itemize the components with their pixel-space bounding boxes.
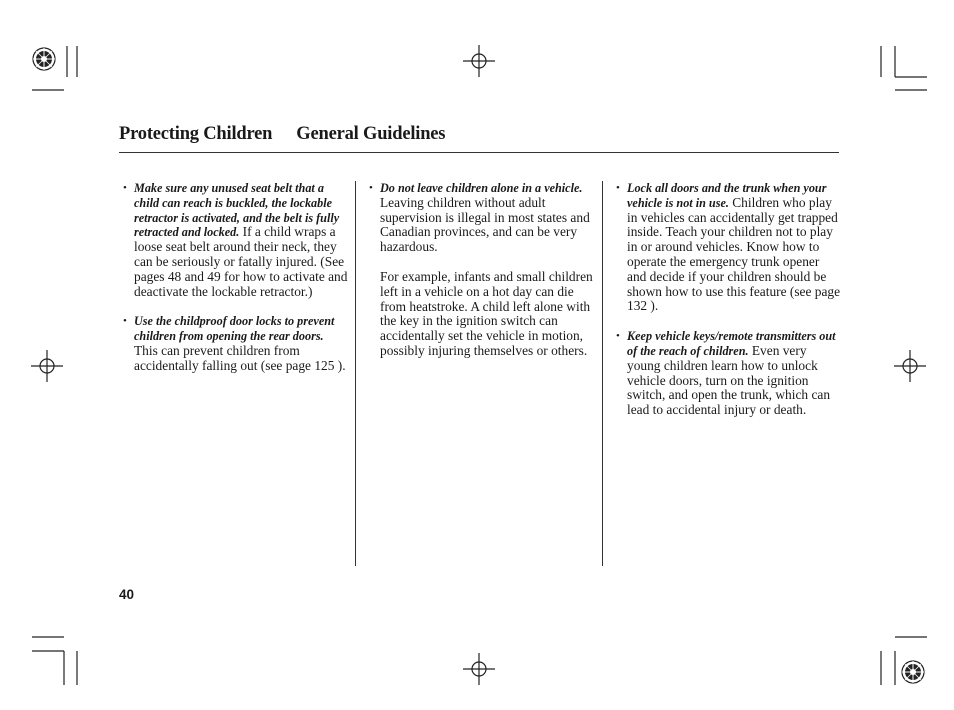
item-lead: Do not leave children alone in a vehicle. xyxy=(380,181,583,195)
page-number: 40 xyxy=(119,587,135,602)
bullet-icon: • xyxy=(123,315,127,328)
bullet-item xyxy=(120,314,348,373)
bullet-icon: • xyxy=(616,330,620,343)
bullet-item xyxy=(613,329,841,418)
item-lead: Keep vehicle keys/remote transmitters out of the reach of children. xyxy=(627,329,836,358)
item-lead: Lock all doors and the trunk when your vehicle is not in use. xyxy=(627,181,827,210)
page-header xyxy=(119,124,839,145)
bullet-item xyxy=(613,181,841,314)
header-rule xyxy=(119,152,839,153)
bullet-icon: • xyxy=(369,182,373,194)
column-divider xyxy=(355,181,356,566)
bullet-icon: • xyxy=(616,182,620,194)
bullet-item xyxy=(120,181,348,299)
item-body: Children who play in vehicles can accidentally get trapped inside. Teach your children not to play in or around vehicles. Know how to operate the emergency trunk opener and decide if your children should be shown how to use this feature (see page 132 ). xyxy=(627,194,841,314)
item-body: If a child wraps a loose seat belt around their neck, they can be seriously or fatally injured. (See pages 48 and 49 for how to activate and deactivate the lockable retractor.) xyxy=(134,224,348,299)
paragraph xyxy=(366,270,596,359)
bullet-item xyxy=(366,181,596,255)
text-column-3 xyxy=(613,181,841,418)
item-lead: Use the childproof door locks to prevent children from opening the rear doors. xyxy=(134,314,335,344)
column-divider xyxy=(602,181,603,566)
section-title: Protecting Children xyxy=(119,124,273,144)
text-column-2 xyxy=(366,181,596,359)
item-body: Leaving children without adult supervision is illegal in most states and Canadian provinces, and can be very hazardous. xyxy=(380,194,590,255)
text-column-1 xyxy=(120,181,348,374)
item-lead: Make sure any unused seat belt that a child can reach is buckled, the lockable retractor is activated, and the belt is fully retracted and locked. xyxy=(134,181,340,240)
item-body: This can prevent children from accidentally falling out (see page 125 ). xyxy=(134,342,346,373)
bullet-icon: • xyxy=(123,182,127,194)
subsection-title: General Guidelines xyxy=(296,124,446,144)
item-body: Even very young children learn how to unlock vehicle doors, turn on the ignition switch, and open the trunk, which can lead to accidental injury or death. xyxy=(627,342,831,418)
paragraph-text: For example, infants and small children left in a vehicle on a hot day can die from heatstroke. A child left alone with the key in the ignition switch can accidentally set the vehicle in motion, possibly injuring themselves or others. xyxy=(380,268,593,358)
